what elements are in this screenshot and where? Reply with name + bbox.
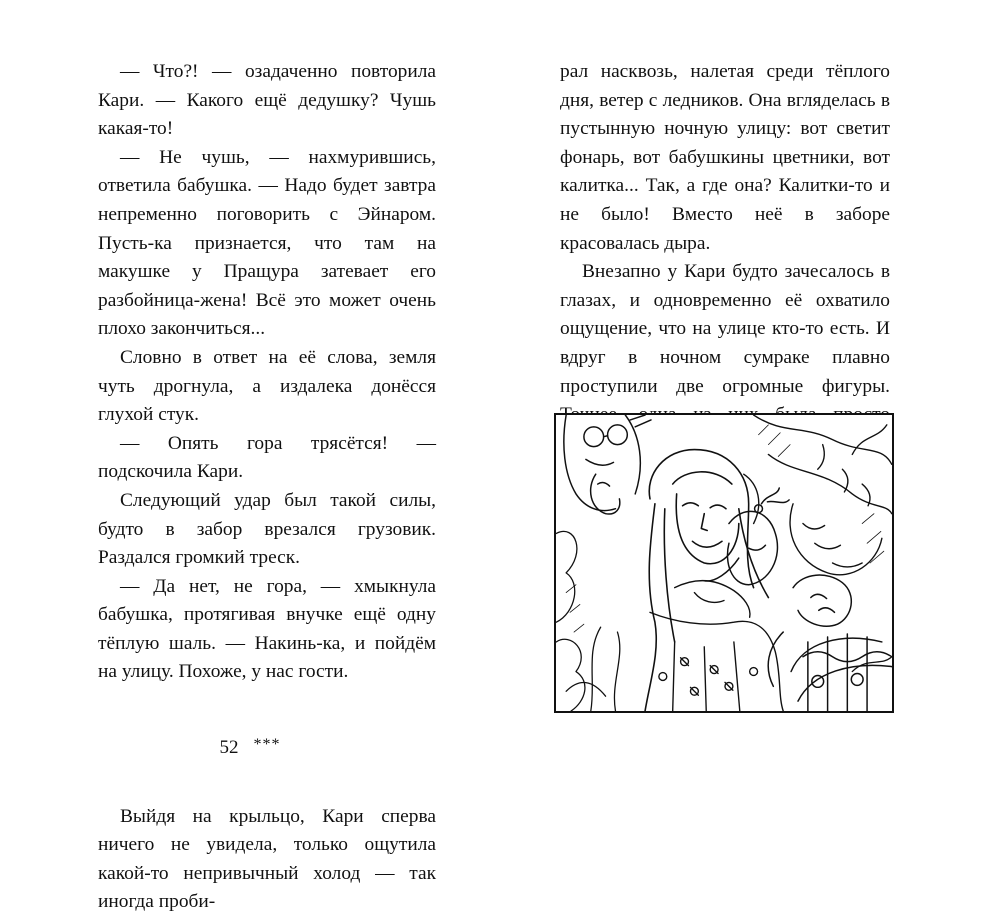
paragraph-continuation: рал насквозь, налетая среди тёплого дня, ветер с ледников. Она вгляделась в пустынную ночную улицу: вот светит фонарь, вот бабушкины цветники, вот калитка... Так, а где она? Калитки-то и не было! Вместо неё в заборе красовалась дыра. xyxy=(560,61,890,254)
section-separator: *** xyxy=(253,736,281,754)
paragraph: Следующий удар был такой силы, будто в забор врезался грузовик. Раздался громкий треск. xyxy=(98,489,436,569)
paragraph: — Опять гора трясётся! — подскочила Кари. xyxy=(98,432,436,483)
ink-illustration xyxy=(554,413,894,713)
right-page xyxy=(500,0,1000,800)
page-number-text: 52 xyxy=(219,737,239,758)
left-page xyxy=(0,0,500,913)
paragraph: — Что?! — озадаченно повторила Кари. — Какого ещё дедушку? Чушь какая-то! xyxy=(98,61,436,140)
page-number xyxy=(0,737,500,759)
paragraph: Внезапно у Кари будто зачесалось в глазах, и одновременно её охватило ощущение, что на улице кто-то есть. И вдруг в ночном сумраке плавно проступили две огромные фигуры. xyxy=(560,261,890,397)
paragraph: — Не чушь, — нахмурившись, ответила бабушка. — Надо будет завтра непременно поговорить с Эйнаром. Пусть-ка признается, что там на макушке у Пращура затевает его разбойница-жена! Всё это может очень плохо закончиться... xyxy=(98,146,436,340)
paragraph: Словно в ответ на её слова, земля чуть дрогнула, а издалека донёсся глухой стук. xyxy=(98,346,436,426)
left-text-column xyxy=(98,58,436,917)
paragraph: — Да нет, не гора, — хмыкнула бабушка, протягивая внучке ещё одну тёплую шаль. — Накинь-ка, и пойдём на улицу. Похоже, у нас гости. xyxy=(98,575,436,683)
paragraph: Выйдя на крыльцо, Кари сперва ничего не увидела, только ощутила какой-то непривычный холод — так иногда проби- xyxy=(98,805,436,913)
